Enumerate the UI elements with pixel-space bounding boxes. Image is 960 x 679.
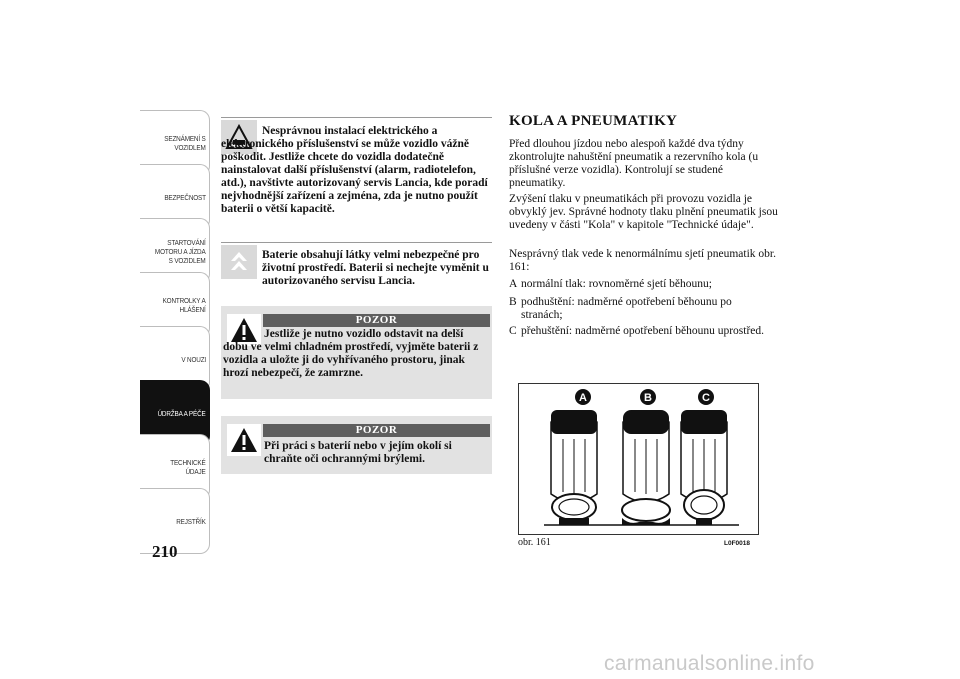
sidebar-tab-maintenance[interactable]: ÚDRŽBA A PÉČE (140, 380, 210, 446)
sidebar-tab-intro[interactable]: SEZNÁMENÍ S VOZIDLEM (140, 110, 210, 176)
sidebar-tab-emergency[interactable]: V NOUZI (140, 326, 210, 392)
warning-triangle-icon (227, 424, 261, 456)
warning-header: POZOR (263, 424, 490, 437)
warning-text-goggles: Při práci s baterií nebo v jejím okolí si chraňte oči ochrannými brýlemi. (264, 440, 452, 465)
divider (221, 242, 492, 243)
sidebar-tab-starting[interactable]: STARTOVÁNÍ MOTORU A JÍZDA S VOZIDLEM (140, 218, 210, 284)
tire-illustration (519, 384, 758, 534)
paragraph-pressure: Zvýšení tlaku v pneumatikách při provozu vozidla je obvyklý jev. Správné hodnoty tlaku plnění pneumatik jsou uvedeny v části "Kola" v kapitole "Technické údaje". (509, 193, 778, 231)
tire-a (551, 410, 597, 525)
figure-code: L0F0018 (724, 540, 751, 547)
figure-label-a: A (579, 392, 587, 404)
watermark: carmanualsonline.info (604, 652, 815, 675)
warning-header: POZOR (263, 314, 490, 327)
figure-label-b: B (644, 392, 652, 404)
note-installation: Nesprávnou instalací elektrického a elektronického příslušenství se může vozidlo vážně poškodit. Jestliže chcete do vozidla dodatečně nainstalovat další příslušenství (alarm, radiotelefon, atd.), navštivte autorizovaný servis Lancia, kde poradí nejvhodnější zařízení a zejména, zda je nutno použít baterii o větší kapacitě. (221, 125, 488, 215)
tire-c (681, 410, 727, 525)
figure-label-c: C (702, 392, 710, 404)
sidebar-tab-technical-data[interactable]: TECHNICKÉ ÚDAJE (140, 434, 210, 500)
tire-wear-figure (518, 383, 759, 535)
warning-box-cold (221, 306, 492, 399)
warning-text-cold: Jestliže je nutno vozidlo odstavit na delší dobu ve velmi chladném prostředí, vyjměte baterii z vozidla a uložte ji do vyhřívaného prostoru, jinak hrozí nebezpečí, že zamrzne. (223, 328, 479, 379)
note-environment: Baterie obsahují látky velmi nebezpečné pro životní prostředí. Baterii si nechejte vyměnit u autorizovaného servisu Lancia. (262, 249, 489, 287)
section-title: KOLA A PNEUMATIKY (509, 113, 678, 129)
sidebar-tab-warning-lights[interactable]: KONTROLKY A HLÁŠENÍ (140, 272, 210, 338)
paragraph-check: Před dlouhou jízdou nebo alespoň každé dva týdny zkontrolujte nahuštění pneumatik a rezervního kola (u příslušné verze vozidla). Kontrolují se studené pneumatiky. (509, 138, 759, 189)
page-number: 210 (152, 542, 178, 561)
divider (221, 117, 492, 118)
recycling-icon (221, 245, 257, 279)
tire-b (622, 410, 670, 525)
sidebar-tab-safety[interactable]: BEZPEČNOST (140, 164, 210, 230)
warning-box-goggles (221, 416, 492, 474)
sidebar-tab-index[interactable]: REJSTŘÍK (140, 488, 210, 554)
paragraph-wear: Nesprávný tlak vede k nenormálnímu sjetí pneumatik obr. 161: (509, 248, 776, 273)
figure-caption: obr. 161 (518, 537, 551, 548)
